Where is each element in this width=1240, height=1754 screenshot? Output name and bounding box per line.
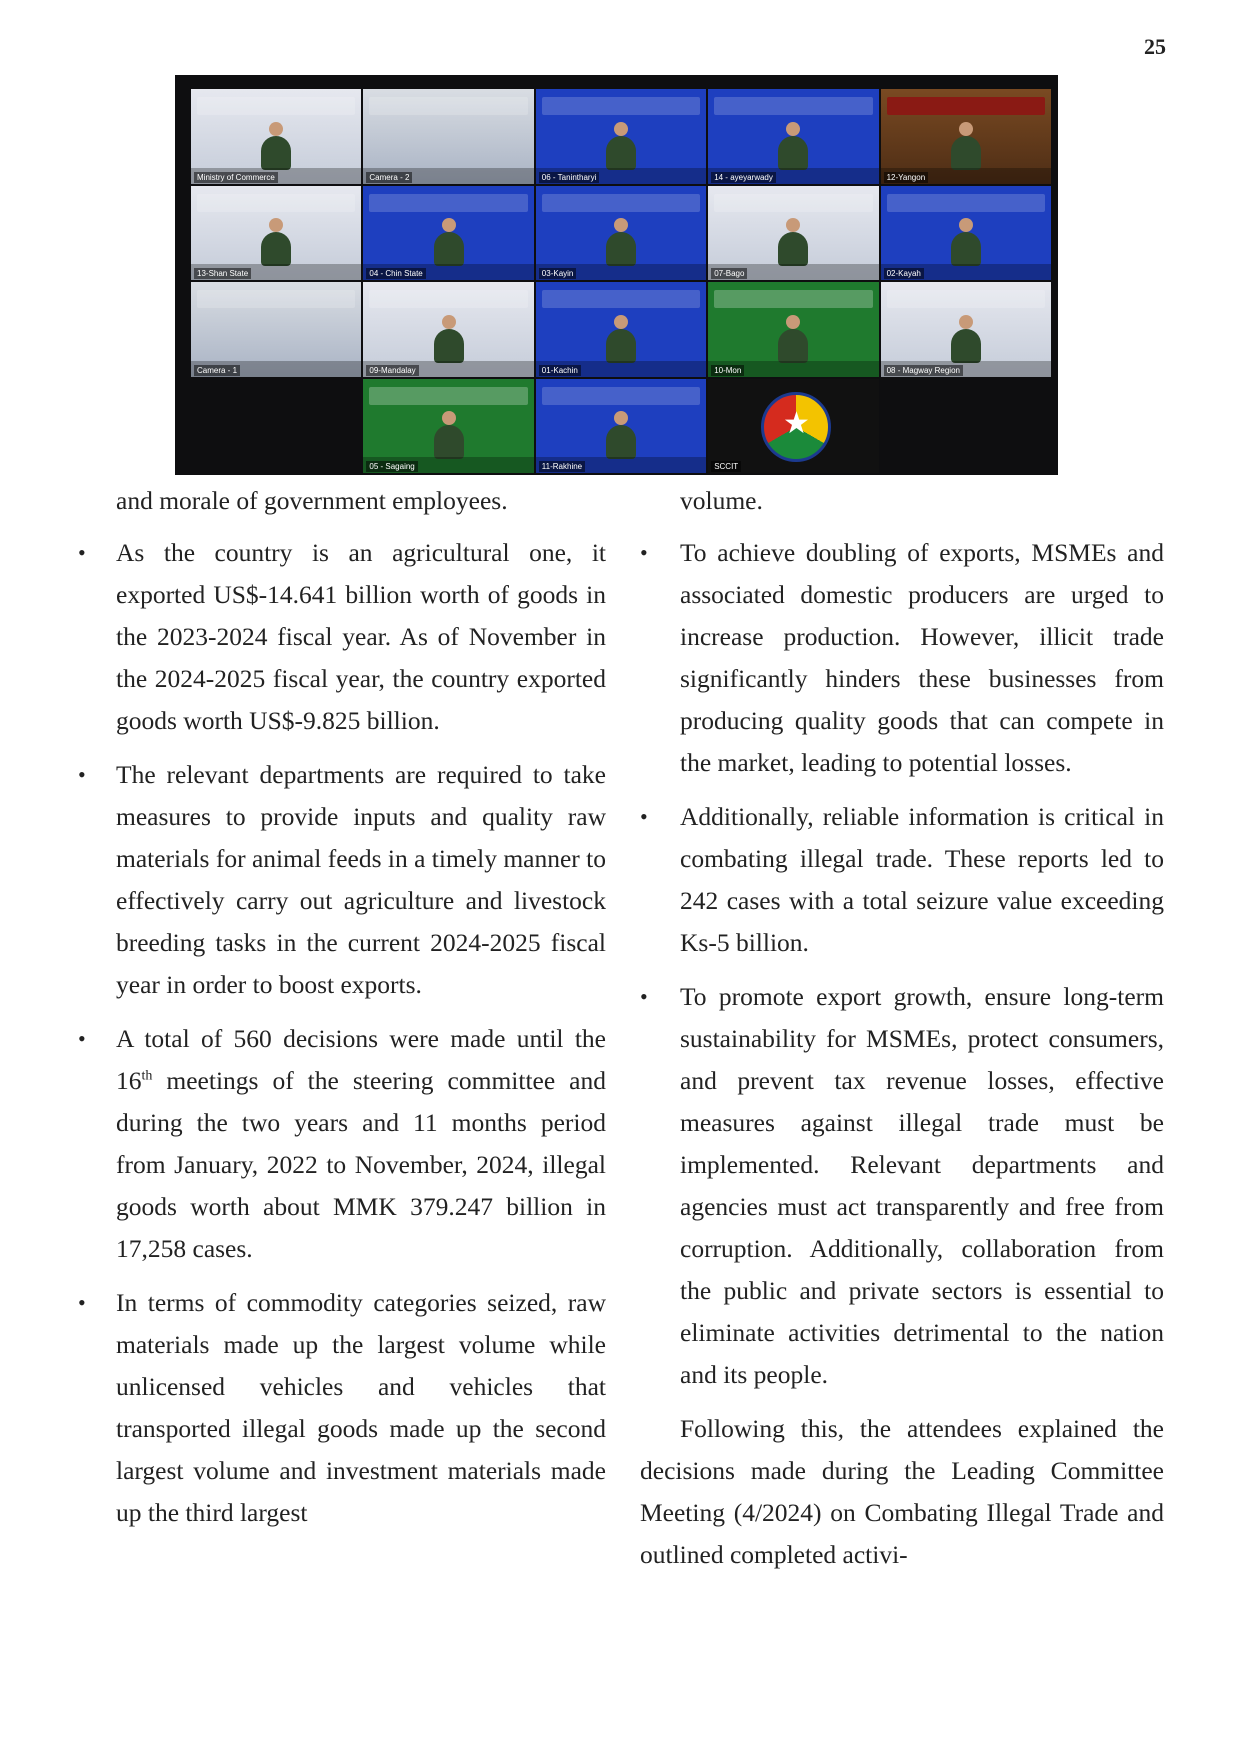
tile-caption: 03-Kayin (539, 268, 577, 279)
conference-tile (708, 89, 878, 184)
tile-caption: 01-Kachin (539, 365, 581, 376)
participant-figure (951, 232, 981, 266)
ordinal-superscript: th (141, 1068, 153, 1084)
conference-tile (191, 89, 361, 184)
tile-banner (542, 97, 700, 115)
bullet-text: To promote export growth, ensure long-term sustainability for MSMEs, protect consumers, and prevent tax revenue losses, effective measures against illegal trade must be implemented. Relevant departments and agencies must act transparently and free from corruption. Additionally, collaboration from the public and private sectors is essential to eliminate activities detrimental to the nation and its people. (680, 982, 1164, 1389)
bullet-icon: • (640, 984, 648, 1009)
tile-banner (197, 194, 355, 212)
tile-caption: 14 - ayeyarwady (711, 172, 776, 183)
bullet-list (78, 532, 606, 1534)
video-conference-photo (175, 75, 1058, 475)
tile-banner (714, 290, 872, 308)
tile-banner (197, 290, 355, 308)
participant-figure (606, 425, 636, 459)
conference-tile (363, 282, 533, 377)
conference-tile (363, 186, 533, 281)
participant-figure (951, 329, 981, 363)
tile-banner (714, 194, 872, 212)
bullet-item (78, 754, 606, 1006)
bullet-icon: • (640, 804, 648, 829)
tile-banner (542, 387, 700, 405)
tile-caption: 13-Shan State (194, 268, 251, 279)
bullet-text: As the country is an agricultural one, it exported US$-14.641 billion worth of goods in the 2023-2024 fiscal year. As of November in the 2024-2025 fiscal year, the country exported goods worth US$-9.825 billion. (116, 538, 606, 735)
tile-caption: 11-Rakhine (539, 461, 585, 472)
tile-banner (714, 97, 872, 115)
participant-figure (778, 232, 808, 266)
tile-banner (369, 387, 527, 405)
tile-banner (197, 97, 355, 115)
bullet-item (640, 796, 1164, 964)
conference-tile (708, 186, 878, 281)
bullet-text: To achieve doubling of exports, MSMEs and associated domestic producers are urged to increase production. However, illicit trade significantly hinders these businesses from producing quality goods that can compete in the market, leading to potential losses. (680, 538, 1164, 777)
tile-banner (887, 194, 1045, 212)
tile-caption: Camera - 2 (366, 172, 412, 183)
tile-caption: Camera - 1 (194, 365, 240, 376)
bullet-text: A total of 560 decisions were made until the 16 (116, 1024, 606, 1095)
tile-banner (887, 290, 1045, 308)
conference-tile (363, 89, 533, 184)
tile-banner (542, 194, 700, 212)
page-number: 25 (1144, 34, 1166, 59)
participant-figure (434, 425, 464, 459)
left-column (78, 480, 606, 1546)
tile-caption: 05 - Sagaing (366, 461, 417, 472)
conference-tile (191, 282, 361, 377)
conference-tile (536, 186, 706, 281)
bullet-item (640, 976, 1164, 1396)
participant-figure (951, 136, 981, 170)
tile-caption: 07-Bago (711, 268, 747, 279)
participant-figure (434, 232, 464, 266)
participant-figure (261, 232, 291, 266)
conference-tile (536, 89, 706, 184)
bullet-text: The relevant departments are required to take measures to provide inputs and quality raw materials for animal feeds in a timely manner to effectively carry out agriculture and livestock breeding tasks in the current 2024-2025 fiscal year in order to boost exports. (116, 760, 606, 999)
bullet-icon: • (78, 762, 86, 787)
tile-caption: SCCIT (711, 461, 741, 472)
bullet-item (78, 532, 606, 742)
body-paragraph: Following this, the attendees explained the decisions made during the Leading Committee Meeting (4/2024) on Combating Illegal Trade and outlined completed activi- (640, 1414, 1164, 1569)
bullet-item (640, 532, 1164, 784)
participant-figure (606, 329, 636, 363)
tile-banner (887, 97, 1045, 115)
tile-banner (369, 290, 527, 308)
conference-tile (881, 379, 1051, 474)
emblem-icon (761, 392, 831, 462)
conference-tile (708, 379, 878, 474)
bullet-item (78, 1282, 606, 1534)
bullet-item (78, 1018, 606, 1270)
participant-figure (434, 329, 464, 363)
participant-figure (261, 136, 291, 170)
tile-caption: 04 - Chin State (366, 268, 425, 279)
conference-tile (191, 186, 361, 281)
bullet-icon: • (640, 540, 648, 565)
conference-tile (881, 282, 1051, 377)
bullet-icon: • (78, 540, 86, 565)
tile-banner (369, 194, 527, 212)
conference-tile (363, 379, 533, 474)
conference-tile (191, 379, 361, 474)
continued-text: volume. (680, 486, 763, 515)
bullet-text: In terms of commodity categories seized, raw materials made up the largest volume while unlicensed vehicles and vehicles that transported illegal goods made up the second largest volume and investment materials made up the third largest (116, 1288, 606, 1527)
tile-caption: Ministry of Commerce (194, 172, 278, 183)
tile-caption: 12-Yangon (884, 172, 929, 183)
tile-caption: 09-Mandalay (366, 365, 418, 376)
bullet-icon: • (78, 1026, 86, 1051)
tile-caption: 02-Kayah (884, 268, 924, 279)
tile-banner (369, 97, 527, 115)
bullet-icon: • (78, 1290, 86, 1315)
conference-tile (708, 282, 878, 377)
bullet-text: meetings of the steering committee and during the two years and 11 months period from January, 2022 to November, 2024, illegal goods worth about MMK 379.247 billion in 17,258 cases. (116, 1066, 606, 1263)
bullet-list (640, 532, 1164, 1396)
conference-tile (881, 89, 1051, 184)
conference-tile (881, 186, 1051, 281)
continued-text: and morale of government employees. (116, 486, 508, 515)
conference-tile (536, 282, 706, 377)
participant-figure (778, 136, 808, 170)
tile-caption: 06 - Tanintharyi (539, 172, 600, 183)
conference-tile (536, 379, 706, 474)
tile-caption: 10-Mon (711, 365, 744, 376)
participant-figure (606, 136, 636, 170)
tile-banner (542, 290, 700, 308)
participant-figure (778, 329, 808, 363)
conference-grid (191, 89, 1051, 473)
participant-figure (606, 232, 636, 266)
right-column (640, 480, 1164, 1576)
star-icon: ★ (782, 406, 810, 440)
bullet-text: Additionally, reliable information is critical in combating illegal trade. These reports led to 242 cases with a total seizure value exceeding Ks-5 billion. (680, 802, 1164, 957)
tile-caption: 08 - Magway Region (884, 365, 963, 376)
